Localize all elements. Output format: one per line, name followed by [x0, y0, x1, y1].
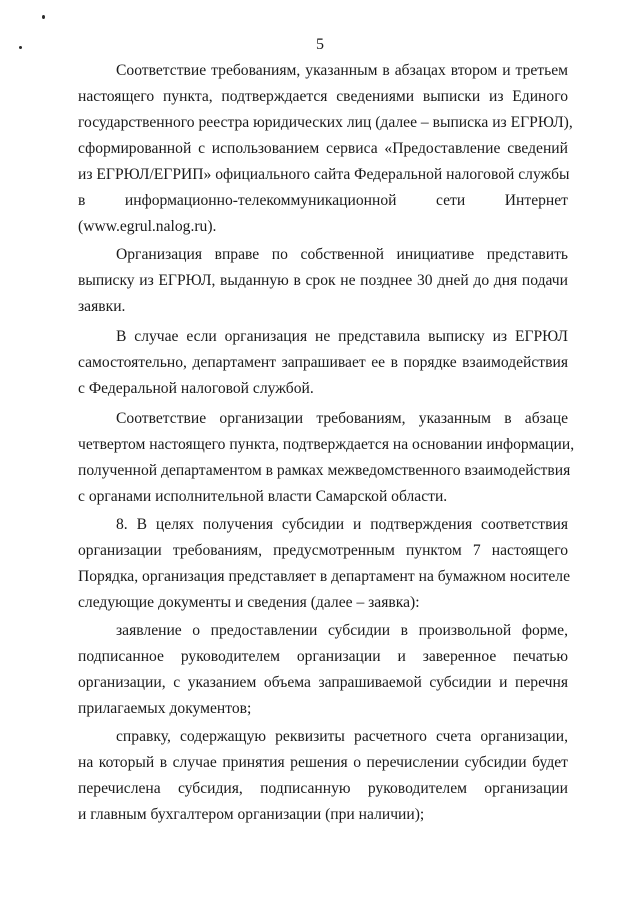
text-line: и главным бухгалтером организации (при наличии); [78, 806, 425, 823]
text-line: Соответствие организации требованиям, указанным в абзаце [116, 410, 568, 427]
paragraph [78, 512, 568, 616]
text-line: прилагаемых документов; [78, 700, 252, 717]
text-line: настоящего пункта, подтверждается сведениями выписки из Единого [78, 88, 568, 105]
text-line: полученной департаментом в рамках межведомственного взаимодействия [78, 462, 571, 479]
paragraph [78, 324, 568, 402]
text-line: (www.egrul.nalog.ru). [78, 218, 217, 235]
text-line: организации требованиям, предусмотренным пунктом 7 настоящего [78, 542, 568, 559]
text-line: В случае если организация не представила выписку из ЕГРЮЛ [116, 328, 568, 345]
text-line: 8. В целях получения субсидии и подтверждения соответствия [116, 516, 568, 533]
scan-speck [42, 15, 45, 19]
paragraph [78, 58, 573, 240]
text-line: с органами исполнительной власти Самарской области. [78, 488, 448, 505]
text-line: заявки. [78, 298, 126, 315]
text-line: справку, содержащую реквизиты расчетного счета организации, [116, 728, 568, 745]
text-line: выписку из ЕГРЮЛ, выданную в срок не позднее 30 дней до дня подачи [78, 272, 568, 289]
text-line: организации, с указанием объема запрашиваемой субсидии и перечня [78, 674, 568, 691]
text-line: сформированной с использованием сервиса «Предоставление сведений [78, 140, 568, 157]
page-number: 5 [316, 36, 324, 53]
text-line: Порядка, организация представляет в департамент на бумажном носителе [78, 568, 570, 585]
text-line: следующие документы и сведения (далее – заявка): [78, 594, 420, 611]
text-line: самостоятельно, департамент запрашивает ее в порядке взаимодействия [78, 354, 568, 371]
paragraph [78, 724, 568, 828]
text-line: перечислена субсидия, подписанную руководителем организации [78, 780, 568, 797]
text-line: подписанное руководителем организации и заверенное печатью [78, 648, 568, 665]
paragraph [78, 618, 568, 722]
text-line: Соответствие требованиям, указанным в абзацах втором и третьем [116, 62, 568, 79]
text-line: с Федеральной налоговой службой. [78, 380, 314, 397]
text-line: четвертом настоящего пункта, подтверждается на основании информации, [78, 436, 575, 453]
text-line: заявление о предоставлении субсидии в произвольной форме, [116, 622, 568, 639]
paragraph [78, 242, 568, 320]
text-line: государственного реестра юридических лиц (далее – выписка из ЕГРЮЛ), [78, 114, 573, 131]
text-line: в информационно-телекоммуникационной сети Интернет [78, 192, 568, 209]
text-line: Организация вправе по собственной инициативе представить [116, 246, 568, 263]
document-body [78, 58, 575, 828]
text-line: из ЕГРЮЛ/ЕГРИП» официального сайта Федеральной налоговой службы [78, 166, 570, 183]
text-line: на который в случае принятия решения о перечислении субсидии будет [78, 754, 568, 771]
paragraph [78, 406, 575, 510]
